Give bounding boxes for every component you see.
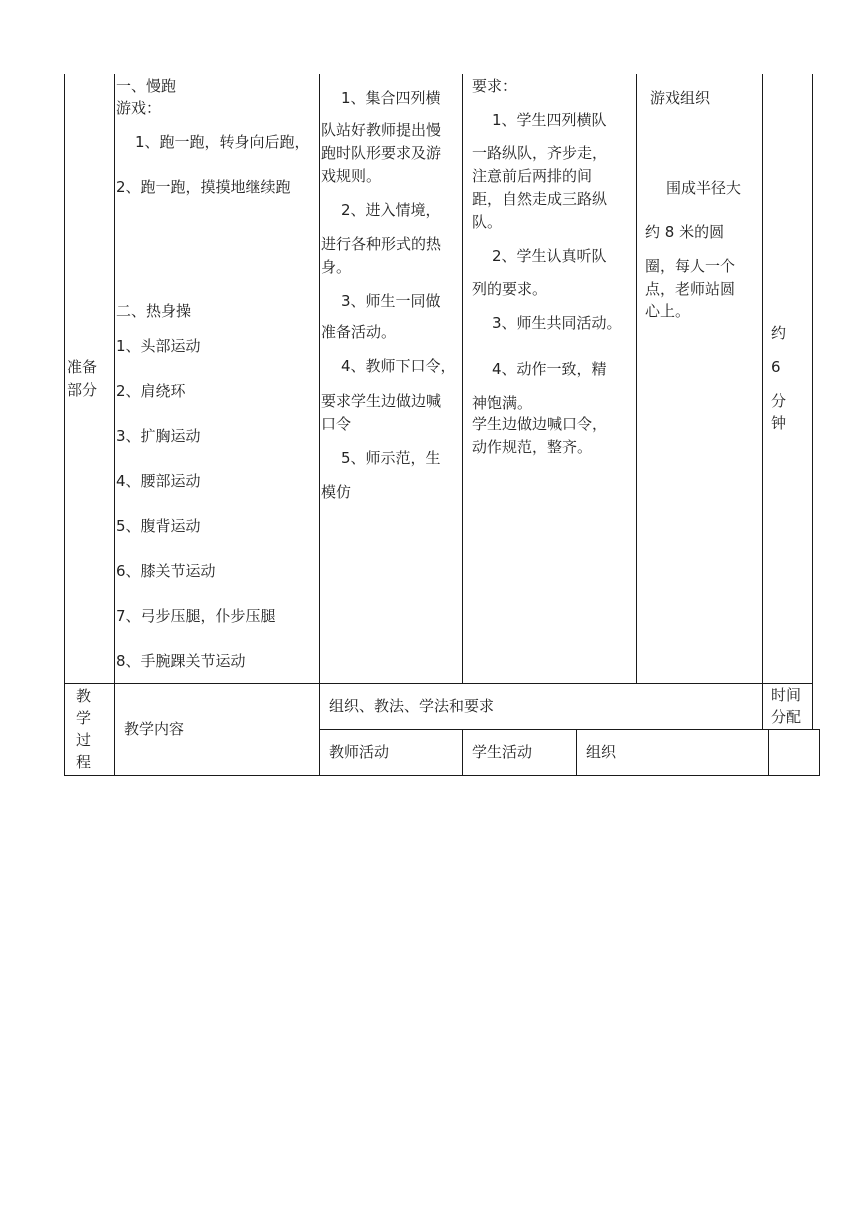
teacher-text: 要求学生边做边喊 xyxy=(321,392,442,410)
organization-text: 点，老师站圆 xyxy=(645,280,736,298)
grid-line xyxy=(462,74,463,683)
section-label-line: 准备 xyxy=(67,358,98,376)
student-heading: 要求： xyxy=(472,77,518,95)
section-label-line: 部分 xyxy=(67,381,98,399)
student-text: 动作规范，整齐。 xyxy=(472,438,593,456)
warmup-item: 6、膝关节运动 xyxy=(116,562,216,580)
grid-line xyxy=(64,775,820,776)
organization-header: 组织 xyxy=(586,743,617,761)
jog-title: 一、慢跑 xyxy=(116,77,177,95)
warmup-item: 2、肩绕环 xyxy=(116,382,186,400)
teacher-text: 戏规则。 xyxy=(321,167,382,185)
warmup-item: 5、腹背运动 xyxy=(116,517,201,535)
grid-line xyxy=(762,74,763,729)
time-text: 6 xyxy=(771,358,781,376)
grid-line xyxy=(64,683,813,684)
game-item: 2、跑一跑，摸摸地继续跑 xyxy=(116,178,291,196)
time-header-line: 分配 xyxy=(771,708,802,726)
teacher-text: 口令 xyxy=(321,415,352,433)
game-label: 游戏： xyxy=(116,99,162,117)
process-label-char: 过 xyxy=(76,731,92,749)
time-header-line: 时间 xyxy=(771,686,802,704)
game-item: 1、跑一跑，转身向后跑， xyxy=(135,133,310,151)
teacher-text: 队站好教师提出慢 xyxy=(321,121,442,139)
warmup-item: 7、弓步压腿，仆步压腿 xyxy=(116,607,276,625)
student-text: 3、师生共同活动。 xyxy=(492,314,622,332)
teacher-text: 2、进入情境， xyxy=(341,201,441,219)
grid-line xyxy=(114,74,115,776)
grid-line xyxy=(319,729,820,730)
process-label-char: 程 xyxy=(76,753,92,771)
grid-line xyxy=(768,729,769,776)
student-text: 注意前后两排的间 xyxy=(472,167,593,185)
time-text: 约 xyxy=(771,324,787,342)
warmup-item: 1、头部运动 xyxy=(116,337,201,355)
grid-line xyxy=(576,729,577,776)
teacher-text: 4、教师下口令， xyxy=(341,357,456,375)
organization-text: 围成半径大 xyxy=(666,179,742,197)
warmup-item: 3、扩胸运动 xyxy=(116,427,201,445)
grid-line xyxy=(812,74,813,729)
warmup-title: 二、热身操 xyxy=(116,302,192,320)
grid-line xyxy=(819,729,820,776)
teacher-text: 模仿 xyxy=(321,483,352,501)
warmup-item: 8、手腕踝关节运动 xyxy=(116,652,246,670)
process-label-char: 学 xyxy=(76,709,92,727)
methods-header: 组织、教法、学法和要求 xyxy=(329,697,495,715)
grid-line xyxy=(319,683,320,776)
teacher-text: 跑时队形要求及游 xyxy=(321,144,442,162)
warmup-item: 4、腰部运动 xyxy=(116,472,201,490)
student-text: 学生边做边喊口令， xyxy=(472,415,608,433)
student-text: 队。 xyxy=(472,213,503,231)
process-label-char: 教 xyxy=(76,687,92,705)
student-activity-header: 学生活动 xyxy=(472,743,533,761)
teacher-text: 5、师示范，生 xyxy=(341,449,441,467)
grid-line xyxy=(636,74,637,683)
student-text: 4、动作一致，精 xyxy=(492,360,607,378)
teacher-activity-header: 教师活动 xyxy=(329,743,390,761)
grid-line xyxy=(319,74,320,683)
organization-text: 心上。 xyxy=(645,302,691,320)
organization-title: 游戏组织 xyxy=(650,89,711,107)
teacher-text: 准备活动。 xyxy=(321,323,397,341)
teacher-text: 身。 xyxy=(321,258,352,276)
student-text: 列的要求。 xyxy=(472,280,548,298)
organization-text: 约 8 米的圆 xyxy=(645,223,725,241)
grid-line xyxy=(64,74,65,776)
student-text: 神饱满。 xyxy=(472,394,533,412)
student-text: 一路纵队，齐步走， xyxy=(472,144,608,162)
grid-line xyxy=(462,729,463,776)
teacher-text: 3、师生一同做 xyxy=(341,292,441,310)
time-text: 分 xyxy=(771,392,787,410)
teacher-text: 进行各种形式的热 xyxy=(321,235,442,253)
student-text: 1、学生四列横队 xyxy=(492,111,607,129)
organization-text: 圈，每人一个 xyxy=(645,257,736,275)
student-text: 距，自然走成三路纵 xyxy=(472,190,608,208)
teacher-text: 1、集合四列横 xyxy=(341,89,441,107)
content-header: 教学内容 xyxy=(124,720,185,738)
time-text: 钟 xyxy=(771,414,787,432)
student-text: 2、学生认真听队 xyxy=(492,247,607,265)
